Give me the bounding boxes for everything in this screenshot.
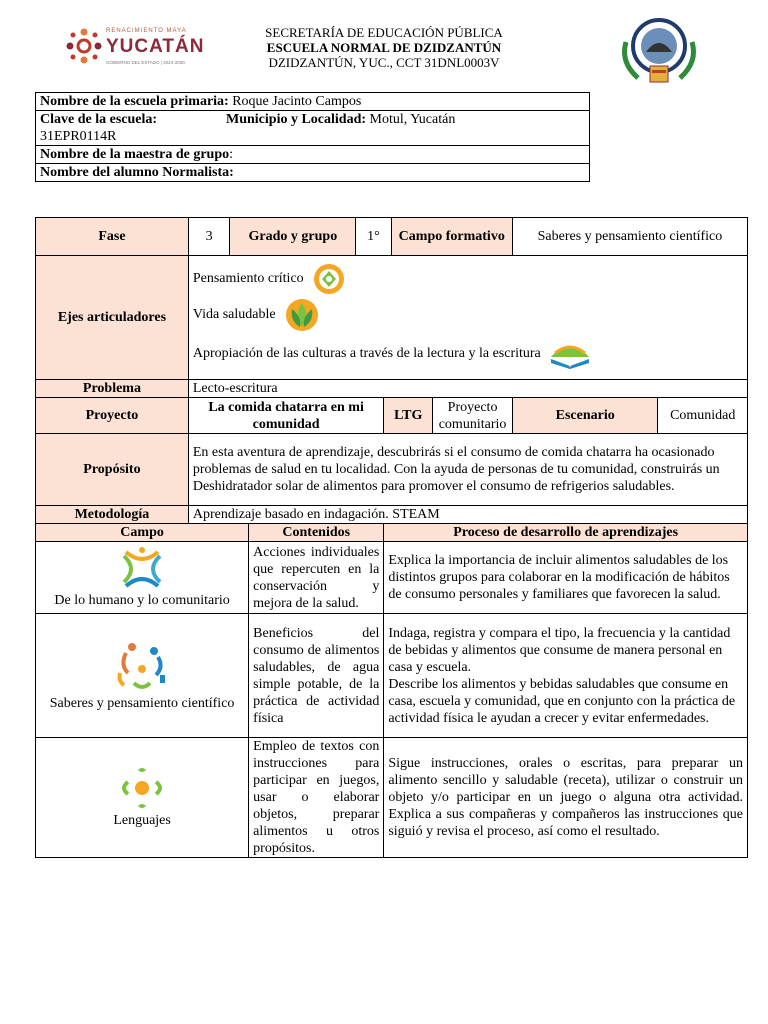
fase-row <box>36 218 748 256</box>
logo-wordmark: YUCATÁN <box>106 36 205 57</box>
maestra-label: Nombre de la maestra de grupo <box>40 147 230 162</box>
campo-cell <box>36 614 249 738</box>
escuela-cell <box>36 93 590 111</box>
saberes-cientifico-icon <box>114 639 170 695</box>
column-header-row <box>36 524 748 542</box>
header-secretaria: SECRETARÍA DE EDUCACIÓN PÚBLICA <box>265 25 503 40</box>
info-row <box>36 146 590 164</box>
info-row <box>36 111 590 146</box>
municipio-value: Motul, Yucatán <box>366 112 456 127</box>
ejes-label: Ejes articuladores <box>36 256 189 380</box>
col-contenidos-header: Contenidos <box>249 524 384 542</box>
proyecto-row <box>36 398 748 434</box>
logo-tagline: RENACIMIENTO MAYA <box>106 28 187 34</box>
pensamiento-critico-icon <box>312 262 346 296</box>
eje-item <box>193 296 743 334</box>
campo-label: Saberes y pensamiento científico <box>49 696 235 711</box>
eje-label: Apropiación de las culturas a través de la lectura y la escritura <box>192 346 541 361</box>
lectura-escritura-icon <box>549 339 591 369</box>
ltg-value: Proyecto comunitario <box>433 398 513 434</box>
campo-row <box>36 738 748 858</box>
proceso-cell <box>384 614 748 738</box>
metodologia-label: Metodología <box>36 506 189 524</box>
contenido-cell: Beneficios del consumo de alimentos saludables, de agua simple potable, de la práctica de actividad física <box>249 614 384 738</box>
vida-saludable-icon <box>284 297 320 333</box>
header-direccion: DZIDZANTÚN, YUC., CCT 31DNL0003V <box>268 55 500 70</box>
lenguajes-icon <box>118 766 166 812</box>
ltg-label: LTG <box>384 398 433 434</box>
problema-row <box>36 380 748 398</box>
proceso-text: Explica la importancia de incluir alimentos saludables de los distintos grupos para colaborar en la modificación de hábitos de consumo personales y familiares que favorecen la salud. <box>388 553 730 602</box>
logo-subtitle: GOBIERNO DEL ESTADO | 2024-2030 <box>106 60 185 65</box>
eje-label: Pensamiento crítico <box>192 271 304 286</box>
proposito-value: En esta aventura de aprendizaje, descubrirás si el consumo de comida chatarra ha ocasionado problemas de salud en tu localidad. Con la ayuda de personas de tu comunidad, construirás un Deshidratador solar de alimentos para promover el consumo de refrigerios saludables. <box>188 434 747 506</box>
eje-item <box>193 334 743 374</box>
escenario-label: Escenario <box>512 398 658 434</box>
clave-cell <box>36 111 590 146</box>
maya-pattern-icon <box>64 26 104 66</box>
escuela-label: Nombre de la escuela primaria: <box>40 94 229 109</box>
clave-label: Clave de la escuela: <box>40 112 158 127</box>
municipio-label: Municipio y Localidad: <box>226 112 367 127</box>
problema-label: Problema <box>36 380 189 398</box>
info-row <box>36 93 590 111</box>
document-header <box>220 25 548 70</box>
proyecto-label: Proyecto <box>36 398 189 434</box>
problema-value: Lecto-escritura <box>188 380 747 398</box>
ejes-row <box>36 256 748 380</box>
clave-block <box>40 111 226 145</box>
campo-cell <box>36 542 249 614</box>
contenido-cell: Acciones individuales que repercuten en la conservación y mejora de la salud. <box>249 542 384 614</box>
proposito-label: Propósito <box>36 434 189 506</box>
col-campo-header: Campo <box>36 524 249 542</box>
proceso-cell <box>384 542 748 614</box>
campo-cell <box>36 738 249 858</box>
proceso-cell <box>384 738 748 858</box>
proceso-text: Indaga, registra y compara el tipo, la frecuencia y la cantidad de bebidas y alimentos que consume de manera personal en casa y escuela. <box>388 625 731 675</box>
eje-item <box>193 262 743 296</box>
ejes-cell <box>188 256 747 380</box>
grado-value: 1° <box>356 218 391 256</box>
maestra-cell <box>36 146 590 164</box>
school-emblem-icon <box>616 12 702 86</box>
yucatan-logo <box>64 24 204 74</box>
proyecto-value: La comida chatarra en mi comunidad <box>188 398 383 434</box>
proposito-row <box>36 434 748 506</box>
metodologia-value: Aprendizaje basado en indagación. STEAM <box>188 506 747 524</box>
col-proceso-header: Proceso de desarrollo de aprendizajes <box>384 524 748 542</box>
fase-value: 3 <box>188 218 230 256</box>
campo-label: De lo humano y lo comunitario <box>54 593 230 608</box>
campo-label: Lenguajes <box>113 813 171 828</box>
municipio-block <box>226 111 455 145</box>
alumno-cell <box>36 164 590 182</box>
escuela-value: Roque Jacinto Campos <box>228 94 362 109</box>
planning-table <box>35 217 748 858</box>
clave-value: 31EPR0114R <box>40 129 117 144</box>
campo-formativo-value: Saberes y pensamiento científico <box>512 218 747 256</box>
eje-label: Vida saludable <box>192 307 276 322</box>
maestra-colon: : <box>229 147 233 162</box>
campo-row <box>36 614 748 738</box>
proceso-text: Sigue instrucciones, orales o escritas, para preparar un alimento sencillo y saludable (receta), utilizar o construir un objeto y/o participar en un juego o alguna otra actividad. Explica a sus compañeras y compañeros las instrucciones que siguió y revisa el proceso, así como el resultado. <box>388 756 743 839</box>
contenido-cell: Empleo de textos con instrucciones para participar en juegos, usar o elaborar objetos, preparar alimentos u otros propósitos. <box>249 738 384 858</box>
humano-comunitario-icon <box>118 546 166 592</box>
info-row <box>36 164 590 182</box>
campo-formativo-label: Campo formativo <box>391 218 512 256</box>
clave-line <box>40 111 585 145</box>
metodologia-row <box>36 506 748 524</box>
proceso-text: Describe los alimentos y bebidas saludables que consume en casa, escuela y comunidad, que en conjunto con la práctica de actividad física le ayudan a crecer y evitar enfermedades. <box>388 676 736 726</box>
info-table <box>35 92 590 182</box>
campo-row <box>36 542 748 614</box>
escenario-value: Comunidad <box>658 398 748 434</box>
fase-label: Fase <box>36 218 189 256</box>
grado-label: Grado y grupo <box>230 218 356 256</box>
alumno-label: Nombre del alumno Normalista: <box>40 165 234 180</box>
header-escuela: ESCUELA NORMAL DE DZIDZANTÚN <box>266 40 502 55</box>
